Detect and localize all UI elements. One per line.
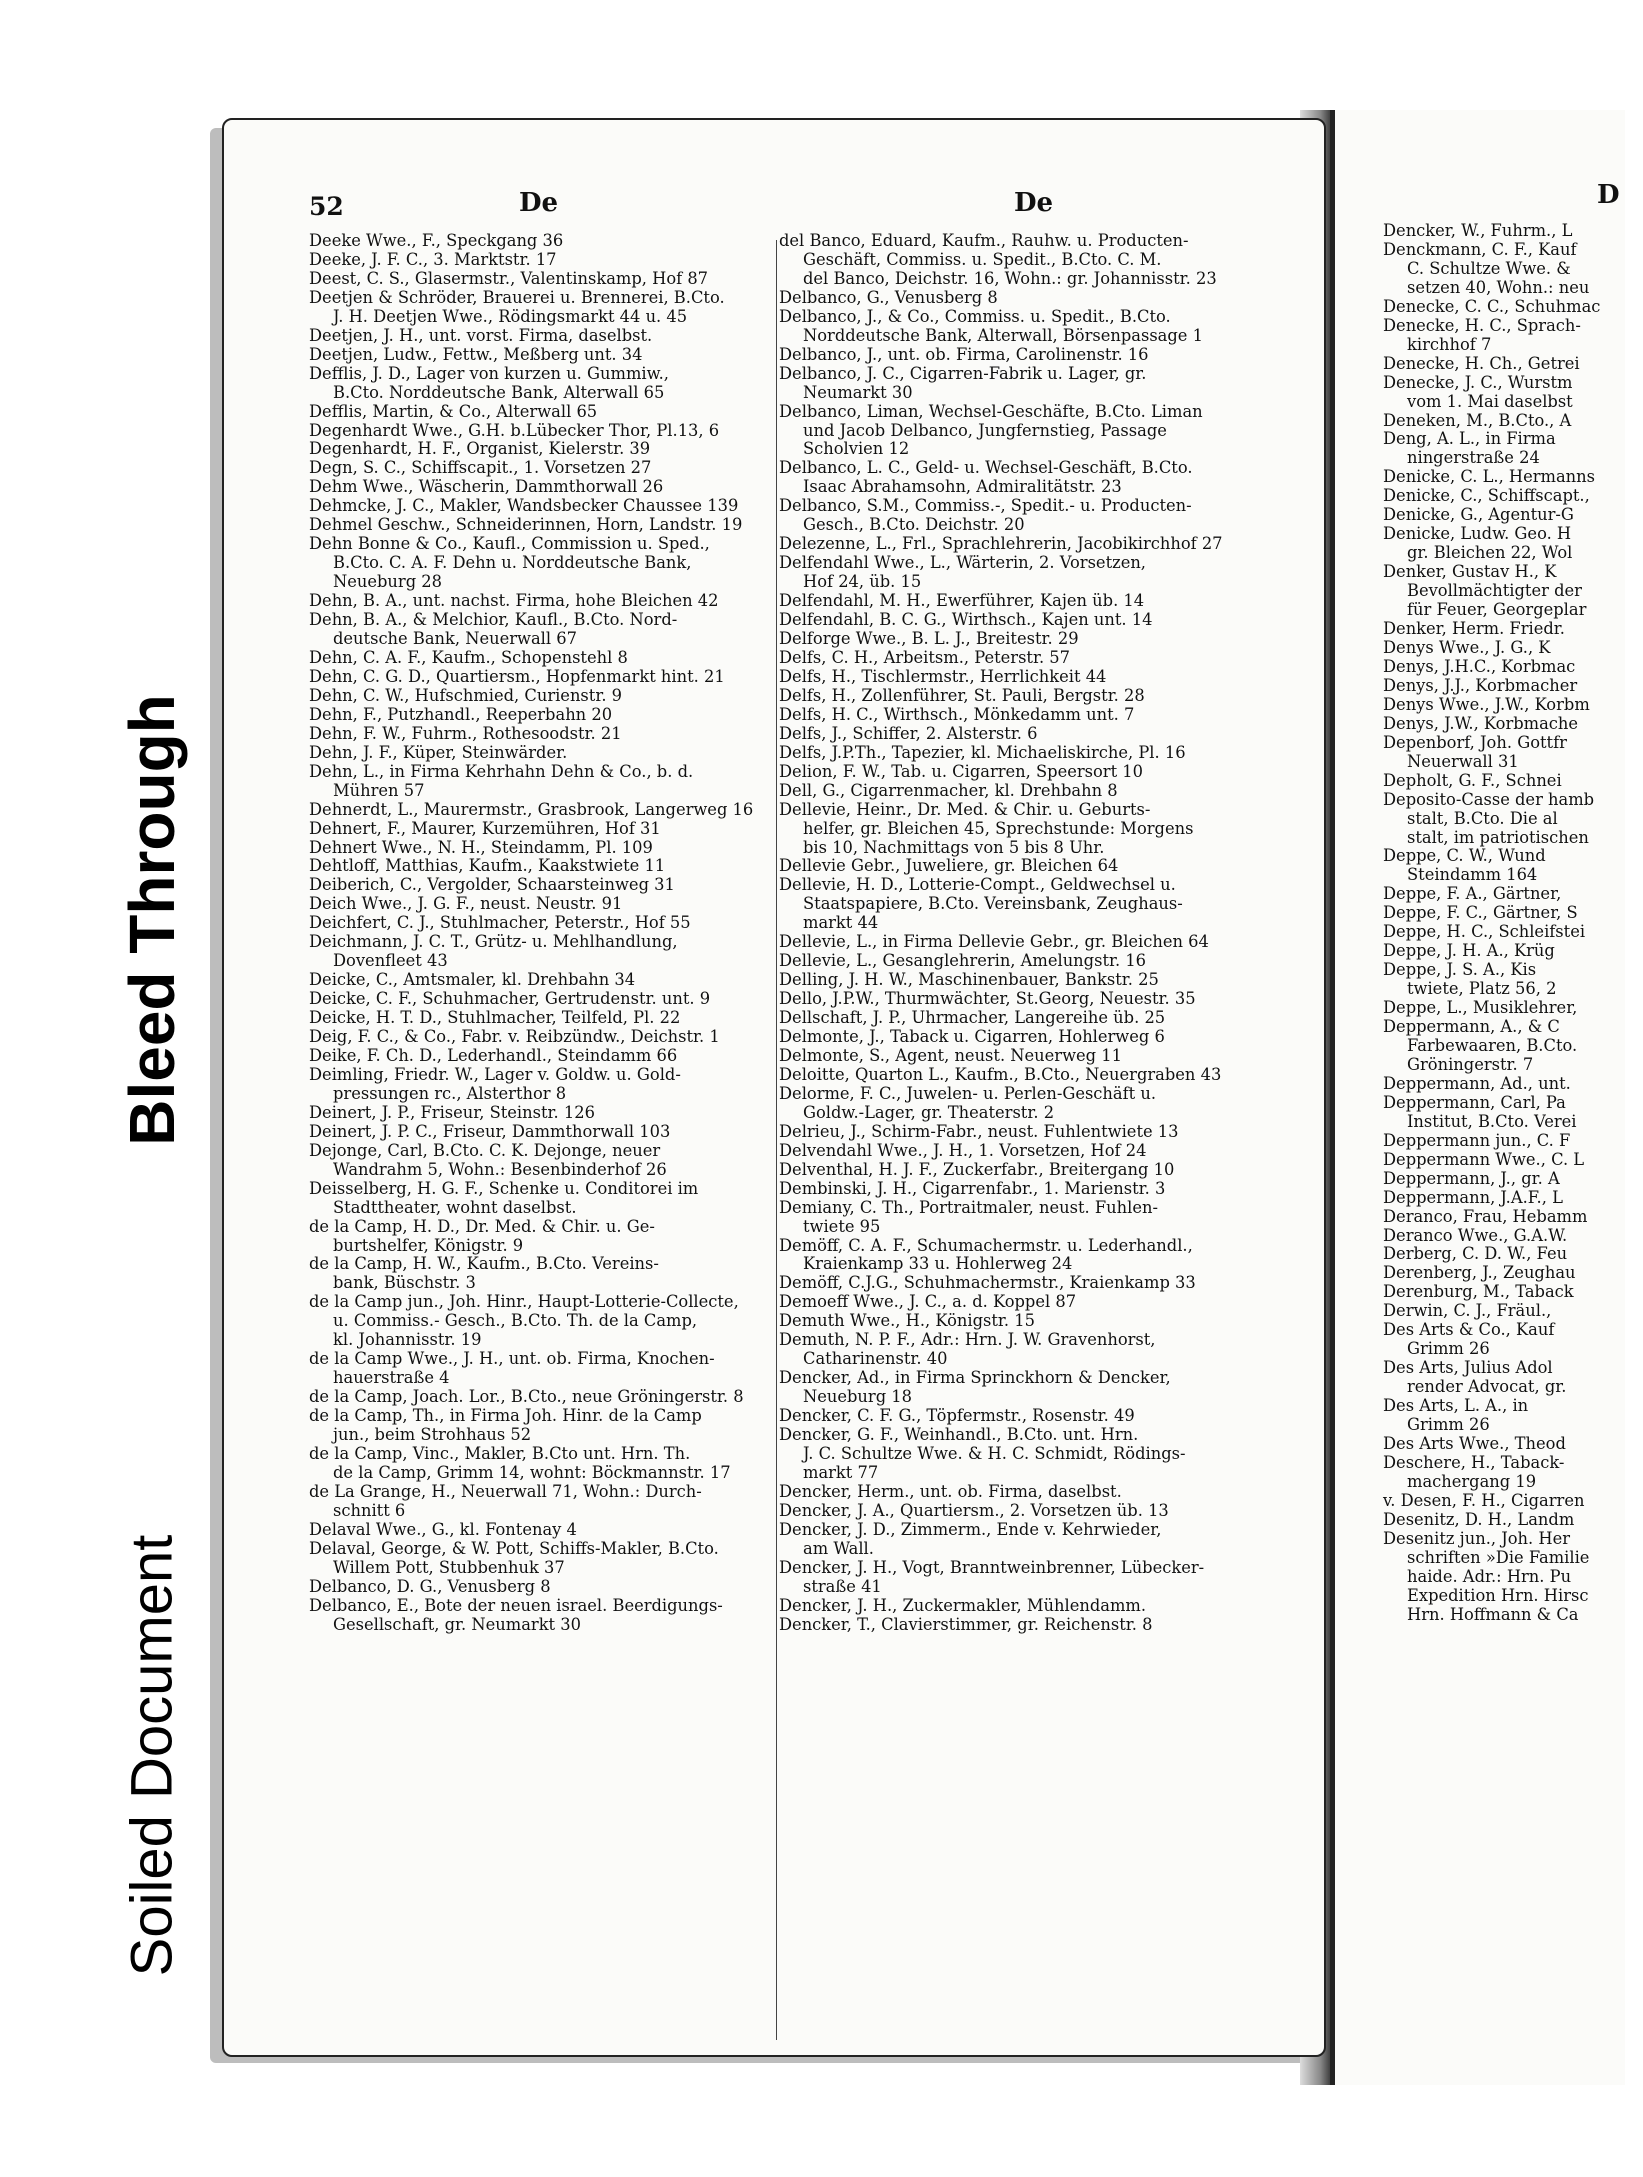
entry-continuation: Kraienkamp 33 u. Hohlerweg 24: [803, 1254, 1073, 1274]
directory-entry: Delfs, C. H., Arbeitsm., Peterstr. 57: [779, 647, 1071, 667]
directory-entry: Dehn, J. F., Küper, Steinwärder.: [309, 742, 568, 762]
directory-entry: Deneken, M., B.Cto., A: [1383, 410, 1572, 430]
directory-entry: Deppermann Wwe., C. L: [1383, 1149, 1585, 1169]
directory-entry: Des Arts, Julius Adol: [1383, 1358, 1553, 1378]
directory-entry: Deichmann, J. C. T., Grütz- u. Mehlhandlung,: [309, 932, 678, 952]
entry-continuation: Norddeutsche Bank, Alterwall, Börsenpassage 1: [803, 325, 1203, 345]
entry-continuation: Mühren 57: [333, 780, 425, 800]
directory-entry: Degn, S. C., Schiffscapit., 1. Vorsetzen 27: [309, 458, 652, 478]
directory-entry: Delfs, H., Zollenführer, St. Pauli, Bergstr. 28: [779, 685, 1145, 705]
directory-entry: Delfendahl, B. C. G., Wirthsch., Kajen unt. 14: [779, 610, 1153, 630]
directory-entry: Denecke, J. C., Wurstm: [1383, 372, 1573, 392]
directory-entry: Deppermann, Ad., unt.: [1383, 1073, 1571, 1093]
entry-continuation: Neuerwall 31: [1407, 751, 1519, 771]
directory-entry: Deig, F. C., & Co., Fabr. v. Reibzündw., Deichstr. 1: [309, 1027, 720, 1047]
entry-continuation: Expedition Hrn. Hirsc: [1407, 1585, 1589, 1605]
directory-entry: de la Camp jun., Joh. Hinr., Haupt-Lotterie-Collecte,: [309, 1292, 739, 1312]
entry-continuation: für Feuer, Georgeplar: [1407, 600, 1587, 620]
entry-continuation: Steindamm 164: [1407, 865, 1538, 885]
directory-entry: Dehn, C. G. D., Quartiersm., Hopfenmarkt hint. 21: [309, 666, 725, 686]
directory-entry: Dembinski, J. H., Cigarrenfabr., 1. Marienstr. 3: [779, 1178, 1166, 1198]
directory-entry: Deppermann, J.A.F., L: [1383, 1187, 1563, 1207]
entry-continuation: render Advocat, gr.: [1407, 1377, 1567, 1397]
directory-entry: Deeke Wwe., F., Speckgang 36: [309, 231, 564, 250]
directory-entry: Delbanco, L. C., Geld- u. Wechsel-Geschäft, B.Cto.: [779, 458, 1193, 478]
entry-continuation: kl. Johannisstr. 19: [333, 1330, 482, 1350]
directory-entry: Denicke, C. L., Hermanns: [1383, 467, 1596, 487]
directory-entry: Demuth Wwe., H., Königstr. 15: [779, 1311, 1035, 1331]
entry-continuation: Geschäft, Commiss. u. Spedit., B.Cto. C. M.: [803, 249, 1162, 269]
directory-entry: Dellevie Gebr., Juweliere, gr. Bleichen 64: [779, 856, 1119, 876]
entry-continuation: Goldw.-Lager, gr. Theaterstr. 2: [803, 1102, 1055, 1122]
directory-entry: Deranco Wwe., G.A.W.: [1383, 1225, 1568, 1245]
directory-entry: Dehmel Geschw., Schneiderinnen, Horn, Landstr. 19: [309, 515, 743, 535]
directory-entry: Denecke, H. Ch., Getrei: [1383, 353, 1580, 373]
directory-entry: Delbanco, D. G., Venusberg 8: [309, 1576, 551, 1596]
directory-entry: Delfendahl Wwe., L., Wärterin, 2. Vorsetzen,: [779, 553, 1146, 573]
directory-entry: Delfs, H., Tischlermstr., Herrlichkeit 44: [779, 666, 1107, 686]
directory-entry: Delbanco, Liman, Wechsel-Geschäfte, B.Cto. Liman: [779, 401, 1203, 421]
directory-entry: Depenborf, Joh. Gottfr: [1383, 732, 1567, 752]
directory-entry: Des Arts & Co., Kauf: [1383, 1320, 1555, 1340]
soiled-document-text: Soiled Document: [119, 1534, 185, 1976]
entry-continuation: stalt, B.Cto. Die al: [1407, 808, 1558, 828]
directory-entry: Dellschaft, J. P., Uhrmacher, Langereihe üb. 25: [779, 1008, 1166, 1028]
entry-continuation: und Jacob Delbanco, Jungfernstieg, Passage: [803, 420, 1167, 440]
directory-entry: Dencker, Ad., in Firma Sprinckhorn & Dencker,: [779, 1368, 1171, 1388]
directory-entry: Dello, J.P.W., Thurmwächter, St.Georg, Neuestr. 35: [779, 989, 1196, 1009]
entry-continuation: J. C. Schultze Wwe. & H. C. Schmidt, Rödings-: [803, 1444, 1186, 1463]
directory-entry: Denys, J.W., Korbmache: [1383, 713, 1579, 733]
directory-entry: Deicke, C. F., Schuhmacher, Gertrudenstr. unt. 9: [309, 989, 711, 1009]
directory-entry: de la Camp, Joach. Lor., B.Cto., neue Gröningerstr. 8: [309, 1387, 744, 1407]
directory-entry: Dejonge, Carl, B.Cto. C. K. Dejonge, neuer: [309, 1140, 661, 1160]
entry-continuation: Farbewaaren, B.Cto.: [1407, 1035, 1578, 1055]
directory-entry: Dencker, J. H., Zuckermakler, Mühlendamm.: [779, 1595, 1147, 1615]
left-page: [222, 118, 1326, 2057]
directory-entry: de la Camp, Th., in Firma Joh. Hinr. de la Camp: [309, 1406, 702, 1426]
directory-entry: Denicke, Ludw. Geo. H: [1383, 524, 1572, 544]
directory-entry: Derwin, C. J., Fräul.,: [1383, 1301, 1552, 1321]
middle-column-entries: [779, 232, 1309, 1635]
directory-entry: Delaval Wwe., G., kl. Fontenay 4: [309, 1519, 577, 1539]
directory-entry: Deiberich, C., Vergolder, Schaarsteinweg 31: [309, 875, 675, 895]
directory-entry: Deichfert, C. J., Stuhlmacher, Peterstr., Hof 55: [309, 913, 691, 933]
directory-entry: Dehn, B. A., & Melchior, Kaufl., B.Cto. Nord-: [309, 610, 678, 630]
entry-continuation: twiete 95: [803, 1216, 881, 1236]
directory-entry: Deich Wwe., J. G. F., neust. Neustr. 91: [309, 894, 623, 914]
entry-continuation: deutsche Bank, Neuerwall 67: [333, 629, 577, 649]
directory-entry: Delion, F. W., Tab. u. Cigarren, Speersort 10: [779, 761, 1144, 781]
directory-entry: Denker, Herm. Friedr.: [1383, 619, 1565, 639]
entry-continuation: Institut, B.Cto. Verei: [1407, 1111, 1577, 1131]
directory-entry: Deicke, H. T. D., Stuhlmacher, Teilfeld, Pl. 22: [309, 1008, 681, 1028]
directory-entry: Dencker, J. D., Zimmerm., Ende v. Kehrwieder,: [779, 1519, 1162, 1539]
entry-continuation: bis 10, Nachmittags von 5 bis 8 Uhr.: [803, 837, 1105, 857]
right-running-head: D: [1597, 180, 1620, 210]
entry-continuation: vom 1. Mai daselbst: [1407, 391, 1573, 411]
directory-entry: de la Camp Wwe., J. H., unt. ob. Firma, Knochen-: [309, 1349, 715, 1369]
directory-entry: de la Camp, H. D., Dr. Med. & Chir. u. Ge-: [309, 1216, 655, 1236]
entry-continuation: u. Commiss.- Gesch., B.Cto. Th. de la Camp,: [333, 1311, 698, 1331]
entry-continuation: burtshelfer, Königstr. 9: [333, 1235, 524, 1255]
directory-entry: Deicke, C., Amtsmaler, kl. Drehbahn 34: [309, 970, 636, 990]
directory-entry: Defflis, J. D., Lager von kurzen u. Gummiw.,: [309, 363, 669, 383]
directory-entry: Delbanco, J., & Co., Commiss. u. Spedit., B.Cto.: [779, 306, 1171, 326]
directory-entry: Denker, Gustav H., K: [1383, 562, 1557, 582]
entry-continuation: stalt, im patriotischen: [1407, 827, 1589, 847]
entry-continuation: gr. Bleichen 22, Wol: [1407, 543, 1573, 563]
directory-entry: v. Desen, F. H., Cigarren: [1383, 1490, 1585, 1510]
directory-entry: Delbanco, J. C., Cigarren-Fabrik u. Lager, gr.: [779, 363, 1147, 383]
directory-entry: Deisselberg, H. G. F., Schenke u. Conditorei im: [309, 1178, 699, 1198]
directory-entry: Dehn, C. A. F., Kaufm., Schopenstehl 8: [309, 647, 628, 667]
directory-entry: Degenhardt Wwe., G.H. b.Lübecker Thor, Pl.13, 6: [309, 420, 720, 440]
entry-continuation: Isaac Abrahamsohn, Admiralitätstr. 23: [803, 477, 1122, 497]
soiled-document-label: [82, 1455, 222, 2055]
entry-continuation: kirchhof 7: [1407, 334, 1492, 354]
directory-entry: Delfs, H. C., Wirthsch., Mönkedamm unt. 7: [779, 704, 1135, 724]
entry-continuation: straße 41: [803, 1576, 882, 1596]
directory-entry: Delrieu, J., Schirm-Fabr., neust. Fuhlentwiete 13: [779, 1121, 1179, 1141]
directory-entry: Delorme, F. C., Juwelen- u. Perlen-Geschäft u.: [779, 1083, 1157, 1103]
directory-entry: de La Grange, H., Neuerwall 71, Wohn.: Durch-: [309, 1481, 702, 1501]
directory-entry: Delfendahl, M. H., Ewerführer, Kajen üb. 14: [779, 591, 1145, 611]
directory-entry: Deschere, H., Taback-: [1383, 1452, 1565, 1472]
entry-continuation: C. Schultze Wwe. &: [1407, 258, 1571, 278]
directory-entry: Deposito-Casse der hamb: [1383, 789, 1595, 809]
directory-entry: Delbanco, E., Bote der neuen israel. Beerdigungs-: [309, 1595, 723, 1615]
directory-entry: Denicke, G., Agentur-G: [1383, 505, 1574, 525]
directory-entry: Dencker, C. F. G., Töpfermstr., Rosenstr. 49: [779, 1406, 1135, 1426]
page-number: 52: [309, 192, 344, 221]
directory-entry: Delaval, George, & W. Pott, Schiffs-Makler, B.Cto.: [309, 1538, 719, 1558]
directory-entry: Demuth, N. P. F., Adr.: Hrn. J. W. Gravenhorst,: [779, 1330, 1156, 1350]
directory-entry: Deeke, J. F. C., 3. Marktstr. 17: [309, 249, 557, 269]
entry-continuation: Grimm 26: [1407, 1415, 1490, 1435]
left-running-head: De: [519, 188, 559, 218]
entry-continuation: Hrn. Hoffmann & Ca: [1407, 1604, 1579, 1624]
directory-entry: Deppe, F. C., Gärtner, S: [1383, 903, 1578, 923]
directory-entry: Dehn Bonne & Co., Kaufl., Commission u. Sped.,: [309, 534, 710, 554]
entry-continuation: del Banco, Deichstr. 16, Wohn.: gr. Johannisstr. 23: [803, 268, 1217, 288]
entry-continuation: pressungen rc., Alsterthor 8: [333, 1083, 567, 1103]
directory-entry: Deranco, Frau, Hebamm: [1383, 1206, 1588, 1226]
directory-entry: Deppe, C. W., Wund: [1383, 846, 1546, 866]
directory-entry: Deppe, L., Musiklehrer,: [1383, 998, 1578, 1018]
directory-entry: Derenberg, J., Zeughau: [1383, 1263, 1576, 1283]
directory-entry: Des Arts Wwe., Theod: [1383, 1434, 1566, 1453]
directory-entry: Dehnerdt, L., Maurermstr., Grasbrook, Langerweg 16: [309, 799, 754, 819]
directory-entry: Deinert, J. P. C., Friseur, Dammthorwall 103: [309, 1121, 671, 1141]
directory-entry: Derenburg, M., Taback: [1383, 1282, 1574, 1302]
directory-entry: Dehm Wwe., Wäscherin, Dammthorwall 26: [309, 477, 664, 497]
entry-continuation: hauerstraße 4: [333, 1368, 450, 1388]
directory-entry: Dell, G., Cigarrenmacher, kl. Drehbahn 8: [779, 780, 1118, 800]
directory-entry: Deetjen, Ludw., Fettw., Meßberg unt. 34: [309, 344, 643, 364]
entry-continuation: Dovenfleet 43: [333, 951, 448, 971]
entry-continuation: markt 44: [803, 913, 879, 933]
directory-entry: Denys Wwe., J. G., K: [1383, 637, 1551, 657]
entry-continuation: Catharinenstr. 40: [803, 1349, 948, 1369]
directory-entry: de la Camp, Vinc., Makler, B.Cto unt. Hrn. Th.: [309, 1444, 691, 1463]
directory-entry: Dehn, L., in Firma Kehrhahn Dehn & Co., b. d.: [309, 761, 694, 781]
entry-continuation: Bevollmächtigter der: [1407, 581, 1582, 601]
directory-entry: Dencker, T., Clavierstimmer, gr. Reichenstr. 8: [779, 1614, 1153, 1634]
entry-continuation: B.Cto. Norddeutsche Bank, Alterwall 65: [333, 382, 665, 402]
directory-entry: Denys, J.J., Korbmacher: [1383, 675, 1578, 695]
entry-continuation: bank, Büschstr. 3: [333, 1273, 476, 1293]
entry-continuation: Scholvien 12: [803, 439, 910, 459]
entry-continuation: Neumarkt 30: [803, 382, 913, 402]
directory-entry: Denckmann, C. F., Kauf: [1383, 239, 1577, 259]
directory-entry: Derberg, C. D. W., Feu: [1383, 1244, 1568, 1264]
directory-entry: Des Arts, L. A., in: [1383, 1396, 1529, 1416]
directory-entry: Delezenne, L., Frl., Sprachlehrerin, Jacobikirchhof 27: [779, 534, 1223, 554]
directory-entry: Denecke, H. C., Sprach-: [1383, 315, 1581, 335]
bleed-through-text: Bleed Through: [116, 694, 188, 1146]
directory-entry: Denicke, C., Schiffscapt.,: [1383, 486, 1590, 506]
directory-entry: Dencker, J. A., Quartiersm., 2. Vorsetzen üb. 13: [779, 1500, 1169, 1520]
entry-continuation: jun., beim Strohhaus 52: [333, 1425, 532, 1445]
directory-entry: Deppermann jun., C. F: [1383, 1130, 1571, 1150]
directory-entry: de la Camp, H. W., Kaufm., B.Cto. Vereins-: [309, 1254, 659, 1274]
directory-entry: Denecke, C. C., Schuhmac: [1383, 296, 1601, 316]
directory-entry: Deloitte, Quarton L., Kaufm., B.Cto., Neuergraben 43: [779, 1064, 1222, 1084]
directory-entry: Dellevie, H. D., Lotterie-Compt., Geldwechsel u.: [779, 875, 1176, 895]
directory-entry: Delventhal, H. J. F., Zuckerfabr., Breitergang 10: [779, 1159, 1175, 1179]
directory-entry: Dehtloff, Matthias, Kaufm., Kaakstwiete 11: [309, 856, 666, 876]
entry-continuation: Wandrahm 5, Wohn.: Besenbinderhof 26: [333, 1159, 667, 1179]
directory-entry: Delling, J. H. W., Maschinenbauer, Bankstr. 25: [779, 970, 1159, 990]
entry-continuation: haide. Adr.: Hrn. Pu: [1407, 1566, 1572, 1586]
directory-entry: Dehn, B. A., unt. nachst. Firma, hohe Bleichen 42: [309, 591, 719, 611]
directory-entry: Dencker, Herm., unt. ob. Firma, daselbst.: [779, 1481, 1122, 1501]
directory-entry: Deppermann, Carl, Pa: [1383, 1092, 1566, 1112]
directory-entry: Demiany, C. Th., Portraitmaler, neust. Fuhlen-: [779, 1197, 1158, 1217]
entry-continuation: Neueburg 18: [803, 1387, 913, 1407]
directory-entry: Deppe, F. A., Gärtner,: [1383, 884, 1562, 904]
directory-entry: Deimling, Friedr. W., Lager v. Goldw. u. Gold-: [309, 1064, 681, 1084]
directory-entry: Desenitz jun., Joh. Her: [1383, 1528, 1570, 1548]
directory-entry: Degenhardt, H. F., Organist, Kielerstr. 39: [309, 439, 651, 459]
directory-entry: Dehn, F., Putzhandl., Reeperbahn 20: [309, 704, 613, 724]
directory-entry: Demöff, C.J.G., Schuhmachermstr., Kraienkamp 33: [779, 1273, 1196, 1293]
directory-entry: Delbanco, G., Venusberg 8: [779, 287, 998, 307]
directory-entry: Dellevie, L., in Firma Dellevie Gebr., gr. Bleichen 64: [779, 932, 1209, 952]
directory-entry: Dellevie, Heinr., Dr. Med. & Chir. u. Geburts-: [779, 799, 1151, 819]
directory-entry: Delbanco, J., unt. ob. Firma, Carolinenstr. 16: [779, 344, 1149, 364]
directory-entry: Deppe, J. S. A., Kis: [1383, 960, 1537, 980]
entry-continuation: de la Camp, Grimm 14, wohnt: Böckmannstr. 17: [333, 1462, 731, 1482]
directory-entry: Delfs, J., Schiffer, 2. Alsterstr. 6: [779, 723, 1038, 743]
directory-entry: Deinert, J. P., Friseur, Steinstr. 126: [309, 1102, 595, 1122]
entry-continuation: Gröningerstr. 7: [1407, 1054, 1534, 1074]
directory-entry: Dehn, F. W., Fuhrm., Rothesoodstr. 21: [309, 723, 622, 743]
directory-entry: Demoeff Wwe., J. C., a. d. Koppel 87: [779, 1292, 1077, 1312]
entry-continuation: Gesellschaft, gr. Neumarkt 30: [333, 1614, 581, 1634]
directory-entry: Deppermann, J., gr. A: [1383, 1168, 1560, 1188]
directory-entry: Defflis, Martin, & Co., Alterwall 65: [309, 401, 598, 421]
entry-continuation: schnitt 6: [333, 1500, 406, 1520]
directory-entry: Depholt, G. F., Schnei: [1383, 770, 1562, 790]
entry-continuation: Neueburg 28: [333, 572, 443, 592]
right-column-entries: [1383, 222, 1643, 1625]
center-running-head: De: [1014, 188, 1054, 218]
directory-entry: Delmonte, S., Agent, neust. Neuerweg 11: [779, 1045, 1122, 1065]
directory-entry: del Banco, Eduard, Kaufm., Rauhw. u. Producten-: [779, 231, 1189, 250]
directory-entry: Dehn, C. W., Hufschmied, Curienstr. 9: [309, 685, 623, 705]
directory-entry: Dencker, G. F., Weinhandl., B.Cto. unt. Hrn.: [779, 1425, 1139, 1445]
directory-entry: Dehnert Wwe., N. H., Steindamm, Pl. 109: [309, 837, 653, 857]
directory-entry: Deetjen & Schröder, Brauerei u. Brennerei, B.Cto.: [309, 287, 725, 307]
entry-continuation: B.Cto. C. A. F. Dehn u. Norddeutsche Bank,: [333, 553, 692, 573]
directory-entry: Delbanco, S.M., Commiss.-, Spedit.- u. Producten-: [779, 496, 1192, 516]
entry-continuation: machergang 19: [1407, 1471, 1537, 1491]
directory-entry: Dencker, W., Fuhrm., L: [1383, 221, 1573, 240]
directory-entry: Dencker, J. H., Vogt, Branntweinbrenner, Lübecker-: [779, 1557, 1205, 1577]
bleed-through-label: [82, 620, 222, 1220]
entry-continuation: Hof 24, üb. 15: [803, 572, 922, 592]
directory-entry: Dehmcke, J. C., Makler, Wandsbecker Chaussee 139: [309, 496, 739, 516]
directory-entry: Deike, F. Ch. D., Lederhandl., Steindamm 66: [309, 1045, 678, 1065]
entry-continuation: ningerstraße 24: [1407, 448, 1540, 468]
entry-continuation: Staatspapiere, B.Cto. Vereinsbank, Zeughaus-: [803, 894, 1183, 914]
directory-entry: Deng, A. L., in Firma: [1383, 429, 1556, 449]
directory-entry: Dehnert, F., Maurer, Kurzemühren, Hof 31: [309, 818, 661, 838]
entry-continuation: Grimm 26: [1407, 1339, 1490, 1359]
entry-continuation: Gesch., B.Cto. Deichstr. 20: [803, 515, 1025, 535]
directory-entry: Delvendahl Wwe., J. H., 1. Vorsetzen, Hof 24: [779, 1140, 1147, 1160]
directory-entry: Denys Wwe., J.W., Korbm: [1383, 694, 1590, 714]
directory-entry: Deppe, J. H. A., Krüg: [1383, 941, 1555, 961]
entry-continuation: twiete, Platz 56, 2: [1407, 979, 1557, 999]
directory-entry: Demöff, C. A. F., Schumachermstr. u. Lederhandl.,: [779, 1235, 1193, 1255]
entry-continuation: markt 77: [803, 1462, 879, 1482]
directory-entry: Deest, C. S., Glasermstr., Valentinskamp, Hof 87: [309, 268, 709, 288]
directory-entry: Deppe, H. C., Schleifstei: [1383, 922, 1586, 942]
right-page: [1330, 110, 1625, 2085]
directory-entry: Dellevie, L., Gesanglehrerin, Amelungstr. 16: [779, 951, 1147, 971]
entry-continuation: am Wall.: [803, 1538, 874, 1558]
entry-continuation: schriften »Die Familie: [1407, 1547, 1590, 1567]
entry-continuation: J. H. Deetjen Wwe., Rödingsmarkt 44 u. 45: [333, 306, 688, 326]
entry-continuation: setzen 40, Wohn.: neu: [1407, 277, 1590, 297]
entry-continuation: helfer, gr. Bleichen 45, Sprechstunde: Morgens: [803, 818, 1194, 838]
directory-entry: Delfs, J.P.Th., Tapezier, kl. Michaeliskirche, Pl. 16: [779, 742, 1186, 762]
entry-continuation: Stadttheater, wohnt daselbst.: [333, 1197, 577, 1217]
directory-entry: Delmonte, J., Taback u. Cigarren, Hohlerweg 6: [779, 1027, 1165, 1047]
directory-entry: Deppermann, A., & C: [1383, 1017, 1560, 1037]
directory-entry: Deetjen, J. H., unt. vorst. Firma, daselbst.: [309, 325, 653, 345]
directory-entry: Desenitz, D. H., Landm: [1383, 1509, 1575, 1529]
directory-entry: Delforge Wwe., B. L. J., Breitestr. 29: [779, 629, 1079, 649]
directory-entry: Denys, J.H.C., Korbmac: [1383, 656, 1576, 676]
entry-continuation: Willem Pott, Stubbenhuk 37: [333, 1557, 565, 1577]
